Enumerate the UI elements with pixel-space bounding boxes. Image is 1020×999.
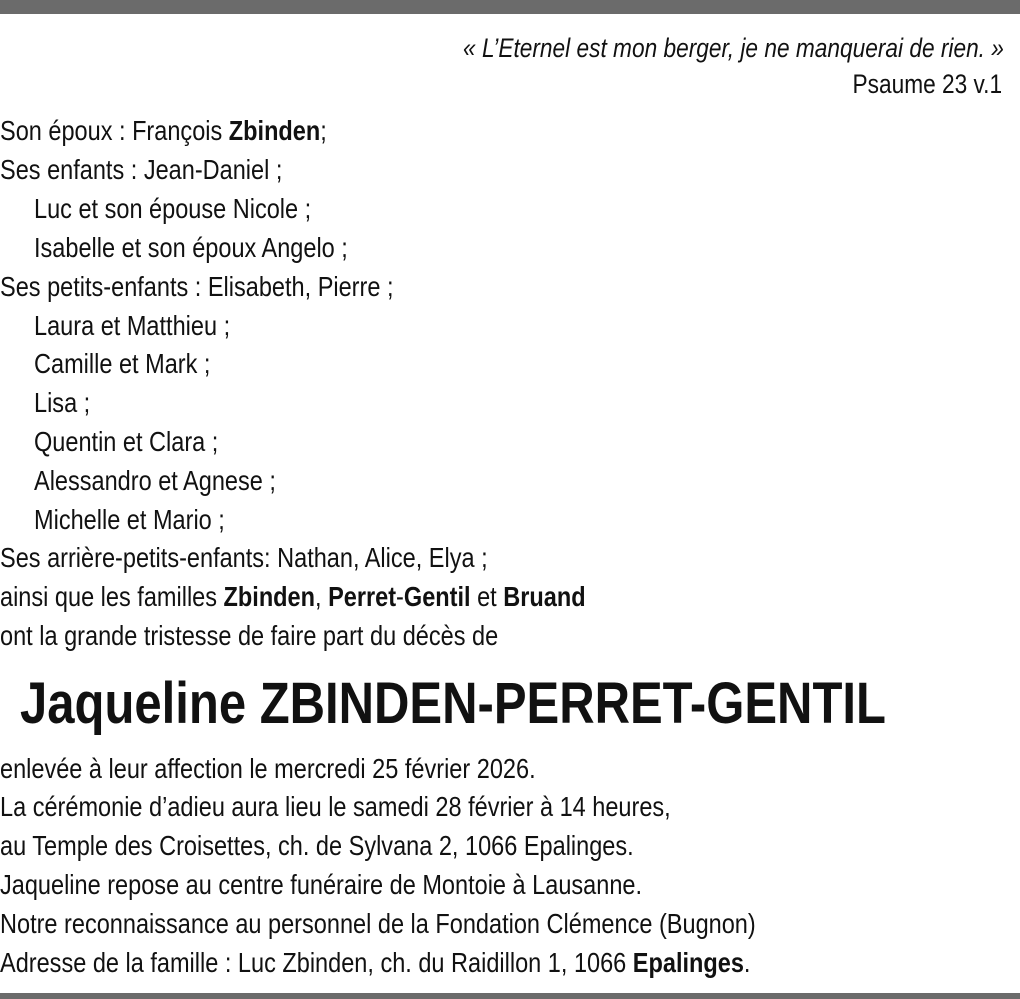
children-item: Isabelle et son époux Angelo ; bbox=[34, 232, 348, 263]
spouse-surname: Zbinden bbox=[228, 115, 321, 146]
bible-reference-text: Psaume 23 v.1 bbox=[852, 69, 1002, 99]
deceased-name: Jaqueline ZBINDEN-PERRET-GENTIL bbox=[20, 671, 886, 736]
bible-quote bbox=[360, 30, 1004, 66]
address-city: Epalinges bbox=[632, 947, 744, 978]
great-grandchildren-line: Ses arrière-petits-enfants: Nathan, Alice, Elya ; bbox=[0, 542, 488, 573]
spouse-prefix: Son époux : François bbox=[0, 115, 229, 146]
grandchildren-item: Camille et Mark ; bbox=[34, 348, 211, 379]
bible-reference bbox=[824, 66, 1002, 102]
family-name-bruand: Bruand bbox=[503, 581, 586, 612]
ceremony-line: La cérémonie d’adieu aura lieu le samedi 28 février à 14 heures, bbox=[0, 791, 671, 822]
families-prefix: ainsi que les familles bbox=[0, 581, 224, 612]
spouse-line bbox=[0, 113, 389, 149]
address-prefix: Adresse de la famille : Luc Zbinden, ch. du Raidillon 1, 1066 bbox=[0, 947, 633, 978]
grandchildren-item: Lisa ; bbox=[34, 387, 91, 418]
bottom-rule bbox=[0, 993, 1020, 999]
grandchildren-item: Quentin et Clara ; bbox=[34, 426, 219, 457]
detail-line: enlevée à leur affection le mercredi 25 février 2026. bbox=[0, 753, 536, 784]
family-name-perret: Perret bbox=[328, 581, 397, 612]
children-line: Ses enfants : Jean-Daniel ; bbox=[0, 154, 283, 185]
children-item: Luc et son épouse Nicole ; bbox=[34, 193, 312, 224]
grandchildren-item: Alessandro et Agnese ; bbox=[34, 465, 276, 496]
grandchildren-line: Ses petits-enfants : Elisabeth, Pierre ; bbox=[0, 271, 394, 302]
spouse-suffix: ; bbox=[320, 115, 327, 146]
announcement-line: ont la grande tristesse de faire part du décès de bbox=[0, 620, 499, 651]
venue-line: au Temple des Croisettes, ch. de Sylvana 2, 1066 Epalinges. bbox=[0, 830, 634, 861]
grandchildren-item: Michelle et Mario ; bbox=[34, 504, 225, 535]
bible-quote-text: « L’Eternel est mon berger, je ne manquerai de rien. » bbox=[463, 33, 1004, 63]
family-name-gentil: Gentil bbox=[403, 581, 471, 612]
family-address-line: Adresse de la famille : Luc Zbinden, ch. du Raidillon 1, 1066 Epalinges. bbox=[0, 947, 751, 978]
families-line: ainsi que les familles Zbinden, Perret-Gentil et Bruand bbox=[0, 581, 586, 612]
thanks-line: Notre reconnaissance au personnel de la Fondation Clémence (Bugnon) bbox=[0, 908, 756, 939]
top-rule bbox=[0, 0, 1020, 14]
family-name-zbinden: Zbinden bbox=[223, 581, 315, 612]
rest-location-line: Jaqueline repose au centre funéraire de Montoie à Lausanne. bbox=[0, 869, 643, 900]
grandchildren-item: Laura et Matthieu ; bbox=[34, 310, 231, 341]
